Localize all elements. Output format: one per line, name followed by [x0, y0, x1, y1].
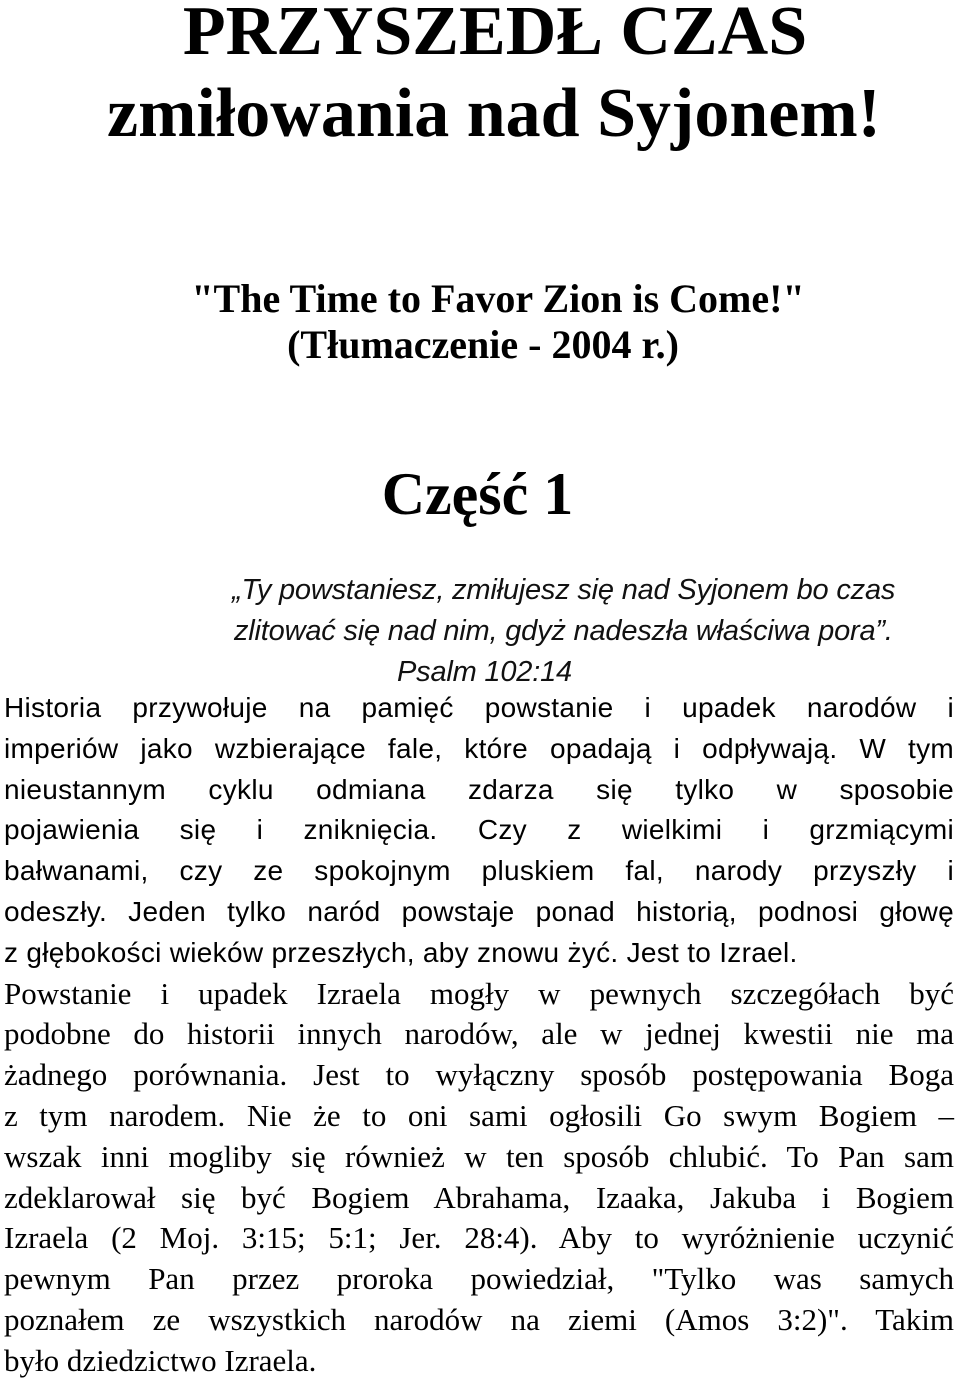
paragraph-2	[4, 974, 954, 1382]
paragraph-2-line: poznałem ze wszystkich narodów na ziemi (Amos 3:2)". Takim	[4, 1301, 954, 1337]
paragraph-1-line: z głębokości wieków przeszłych, aby znowu żyć. Jest to Izrael.	[4, 936, 798, 968]
motto-quote	[232, 570, 895, 693]
paragraph-1-line: odeszły. Jeden tylko naród powstaje ponad historią, podnosi głowę	[4, 895, 954, 927]
paragraph-1-line: imperiów jako wzbierające fale, które opadają i odpływają. W tym	[4, 732, 954, 764]
translation-note: (Tłumaczenie - 2004 r.)	[287, 322, 679, 367]
document-title-line-1: PRZYSZEDŁ CZAS	[182, 0, 808, 70]
motto-reference: Psalm 102:14	[397, 656, 572, 688]
paragraph-2-line: z tym narodem. Nie że to oni sami ogłosili Go swym Bogiem –	[4, 1097, 954, 1133]
paragraph-1-line: nieustannym cyklu odmiana zdarza się tylko w sposobie	[4, 773, 954, 805]
english-title: "The Time to Favor Zion is Come!"	[191, 276, 805, 321]
paragraph-1-line: pojawienia się i zniknięcia. Czy z wielkimi i grzmiącymi	[4, 814, 954, 846]
paragraph-2-line: żadnego porównania. Jest to wyłączny sposób postępowania Boga	[4, 1057, 954, 1093]
part-heading: Część 1	[381, 461, 574, 527]
paragraph-2-line: Izraela (2 Moj. 3:15; 5:1; Jer. 28:4). Aby to wyróżnienie uczynić	[4, 1220, 954, 1256]
paragraph-1-line: Historia przywołuje na pamięć powstanie i upadek narodów i	[4, 692, 954, 723]
paragraph-1	[4, 688, 954, 974]
motto-line-1: „Ty powstaniesz, zmiłujesz się nad Syjonem bo czas	[232, 574, 896, 606]
paragraph-2-line: wszak inni mogliby się również w ten sposób chlubić. To Pan sam	[4, 1138, 954, 1174]
paragraph-2-line: zdeklarował się być Bogiem Abrahama, Izaaka, Jakuba i Bogiem	[4, 1179, 954, 1215]
paragraph-2-line: było dziedzictwo Izraela.	[4, 1342, 317, 1378]
motto-line-2: zlitować się nad nim, gdyż nadeszła właściwa pora”.	[234, 615, 893, 647]
document-title-line-2: zmiłowania nad Syjonem!	[107, 75, 881, 152]
paragraph-2-line: Powstanie i upadek Izraela mogły w pewnych szczegółach być	[4, 975, 954, 1011]
body-text	[4, 688, 954, 1382]
paragraph-2-line: podobne do historii innych narodów, ale w jednej kwestii nie ma	[4, 1016, 954, 1052]
paragraph-1-line: bałwanami, czy ze spokojnym pluskiem fal, narody przyszły i	[4, 855, 954, 887]
paragraph-2-line: pewnym Pan przez proroka powiedział, "Tylko was samych	[4, 1261, 954, 1297]
